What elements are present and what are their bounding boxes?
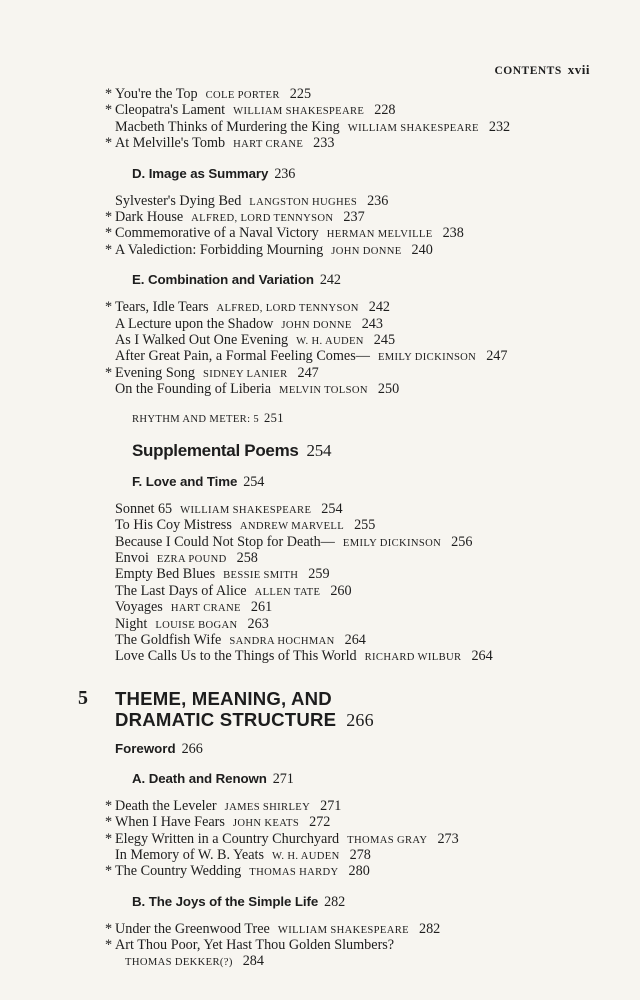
running-head-label: CONTENTS (494, 65, 562, 77)
supplemental-label: Supplemental Poems (132, 440, 299, 460)
toc-entry-title: Dark House (115, 209, 184, 226)
toc-entry-author: HERMAN MELVILLE (326, 229, 433, 241)
section-b-label: B. The Joys of the Simple Life (132, 893, 319, 909)
toc-entry-title: The Goldfish Wife (115, 631, 222, 648)
toc-entry (0, 567, 640, 583)
section-e-label: E. Combination and Variation (132, 272, 314, 288)
star-marker: * (105, 209, 113, 226)
toc-block-3 (0, 300, 640, 398)
rhythm-page: 251 (264, 410, 284, 425)
toc-entry-title: Sylvester's Dying Bed (115, 192, 242, 209)
toc-entry-author: MELVIN TOLSON (279, 385, 368, 397)
toc-entry-page: 264 (471, 648, 493, 665)
toc-entry-page: 259 (308, 566, 330, 583)
toc-entry-title: Empty Bed Blues (115, 566, 216, 583)
toc-entry-title: At Melville's Tomb (115, 135, 226, 152)
star-marker: * (105, 241, 113, 258)
toc-entry-page: 240 (411, 241, 433, 258)
star-marker: * (105, 364, 113, 381)
toc-entry-author: ALFRED, LORD TENNYSON (216, 303, 359, 315)
toc-entry (0, 799, 640, 815)
toc-entry-page: 273 (437, 830, 459, 847)
toc-entry-page: 254 (321, 500, 343, 517)
toc-entry (0, 136, 640, 152)
toc-entry-page: 242 (368, 299, 390, 316)
toc-entry-title: Night (115, 615, 148, 632)
toc-entry (0, 349, 640, 365)
section-b-heading (0, 894, 640, 910)
toc-entry (0, 194, 640, 210)
toc-entry (0, 832, 640, 848)
toc-entry-author: ALFRED, LORD TENNYSON (191, 213, 334, 225)
toc-entry-title: Under the Greenwood Tree (115, 920, 270, 937)
foreword-label: Foreword (115, 740, 176, 756)
star-marker: * (105, 830, 113, 847)
toc-block-1 (0, 87, 640, 153)
toc-entry-title: Evening Song (115, 364, 195, 381)
supplemental-heading (0, 441, 640, 461)
toc-entry-title: The Country Wedding (115, 863, 242, 880)
toc-entry-title: A Valediction: Forbidding Mourning (115, 241, 324, 258)
toc-entry-title: You're the Top (115, 86, 198, 102)
toc-entry-author: JAMES SHIRLEY (224, 801, 311, 813)
toc-content (0, 87, 640, 970)
chapter-page: 266 (346, 709, 374, 730)
section-f-label: F. Love and Time (132, 473, 238, 489)
toc-entry-author: RICHARD WILBUR (364, 652, 462, 664)
toc-entry-page: 245 (373, 332, 396, 349)
toc-entry (0, 366, 640, 382)
supplemental-page: 254 (306, 440, 332, 460)
toc-entry-author: THOMAS HARDY (249, 867, 339, 879)
chapter-heading (0, 688, 640, 731)
toc-entry-page: 256 (451, 533, 473, 550)
toc-entry-author: LOUISE BOGAN (155, 619, 238, 631)
toc-entry-page: 243 (361, 315, 383, 332)
toc-block-4 (0, 502, 640, 666)
toc-entry-title: After Great Pain, a Formal Feeling Comes— (115, 348, 370, 365)
toc-entry (0, 848, 640, 864)
toc-entry-page: 237 (343, 209, 365, 226)
toc-entry-author: W. H. AUDEN (271, 850, 340, 862)
toc-entry (0, 103, 640, 119)
toc-entry-author: JOHN DONNE (331, 245, 402, 257)
toc-entry (0, 317, 640, 333)
toc-entry-page: 232 (488, 118, 511, 135)
toc-entry-page: 238 (442, 225, 464, 242)
toc-entry-title: A Lecture upon the Shadow (115, 315, 274, 332)
toc-entry-page: 280 (348, 863, 370, 880)
toc-entry-title: The Last Days of Alice (115, 582, 247, 599)
toc-entry-title: In Memory of W. B. Yeats (115, 846, 264, 863)
toc-entry (0, 333, 640, 349)
toc-entry (0, 922, 640, 938)
toc-entry (0, 864, 640, 880)
toc-entry-page: 247 (486, 348, 508, 365)
toc-entry-author: JOHN DONNE (281, 319, 352, 331)
section-e-page: 242 (319, 272, 341, 289)
toc-entry-author: EMILY DICKINSON (377, 352, 477, 364)
star-marker: * (105, 797, 113, 814)
toc-entry (0, 600, 640, 616)
toc-entry-title: Macbeth Thinks of Murdering the King (115, 118, 340, 135)
section-a-label: A. Death and Renown (132, 770, 267, 786)
toc-entry-page: 228 (374, 102, 396, 119)
toc-entry-title: When I Have Fears (115, 814, 225, 831)
chapter-title-line-2: DRAMATIC STRUCTURE (115, 708, 337, 730)
toc-entry (0, 815, 640, 831)
toc-entry-author: BESSIE SMITH (223, 570, 299, 582)
foreword-page: 266 (181, 740, 203, 757)
toc-entry (0, 938, 640, 953)
toc-entry (0, 633, 640, 649)
toc-entry-title: Sonnet 65 (115, 500, 173, 517)
toc-entry (0, 535, 640, 551)
toc-entry-title: Tears, Idle Tears (115, 299, 209, 316)
section-a-page: 271 (272, 770, 294, 787)
star-marker: * (105, 299, 113, 316)
toc-entry-author: WILLIAM SHAKESPEARE (347, 122, 479, 134)
toc-entry-author: HART CRANE (170, 603, 241, 615)
toc-entry-author: SIDNEY LANIER (203, 368, 288, 380)
toc-entry-title: Death the Leveler (115, 797, 217, 814)
section-b-page: 282 (324, 893, 346, 910)
rhythm-label: RHYTHM AND METER: 5 (132, 413, 260, 425)
toc-entry-page: 250 (377, 381, 400, 398)
toc-entry-page: 260 (330, 582, 352, 599)
toc-entry-author: EZRA POUND (156, 553, 227, 565)
foreword-entry (0, 740, 640, 758)
star-marker: * (105, 225, 113, 242)
toc-entry-author: THOMAS DEKKER(?) (125, 956, 233, 968)
star-marker: * (105, 863, 113, 880)
toc-entry-author: W. H. AUDEN (296, 336, 364, 348)
toc-entry-page: 233 (313, 135, 335, 152)
toc-entry (0, 120, 640, 136)
toc-entry-author: ALLEN TATE (254, 586, 321, 598)
toc-entry-page: 236 (367, 192, 389, 209)
toc-block-5 (0, 799, 640, 881)
toc-entry-author: WILLIAM SHAKESPEARE (180, 504, 312, 516)
toc-block-2 (0, 194, 640, 260)
toc-entry-page: 284 (242, 952, 264, 969)
star-marker: * (105, 135, 113, 152)
toc-entry-page: 261 (250, 599, 273, 616)
section-a-heading (0, 771, 640, 787)
toc-entry-author: ANDREW MARVELL (239, 521, 345, 533)
toc-entry (0, 87, 640, 103)
star-marker: * (105, 937, 113, 954)
running-head-page: xvii (567, 62, 590, 77)
toc-entry-page: 272 (309, 814, 331, 831)
toc-entry-author: LANGSTON HUGHES (249, 196, 358, 208)
section-d-heading (0, 166, 640, 182)
toc-entry-title: Because I Could Not Stop for Death— (115, 533, 335, 550)
toc-entry-page: 255 (354, 517, 376, 534)
toc-entry-page: 264 (344, 631, 366, 648)
toc-entry-page: 225 (289, 86, 312, 102)
toc-entry (0, 649, 640, 665)
toc-entry (0, 210, 640, 226)
section-d-page: 236 (274, 165, 296, 182)
toc-entry-page: 271 (320, 797, 342, 814)
toc-entry-title: Love Calls Us to the Things of This World (115, 648, 357, 665)
star-marker: * (105, 920, 113, 937)
toc-entry-title: To His Coy Mistress (115, 517, 232, 534)
toc-entry-continuation (0, 954, 640, 970)
toc-entry-page: 247 (297, 364, 319, 381)
toc-entry-author: WILLIAM SHAKESPEARE (233, 106, 365, 118)
toc-entry-title: Envoi (115, 549, 149, 566)
toc-entry-title: Cleopatra's Lament (115, 102, 226, 119)
section-d-label: D. Image as Summary (132, 165, 269, 181)
toc-entry (0, 584, 640, 600)
section-e-heading (0, 272, 640, 288)
toc-entry-page: 282 (418, 920, 441, 937)
toc-block-6 (0, 922, 640, 954)
toc-entry (0, 226, 640, 242)
star-marker: * (105, 814, 113, 831)
star-marker: * (105, 102, 113, 119)
toc-entry-page: 263 (247, 615, 269, 632)
toc-entry-title: Elegy Written in a Country Churchyard (115, 830, 340, 847)
toc-entry-title: Commemorative of a Naval Victory (115, 225, 319, 242)
running-head (494, 62, 590, 78)
toc-entry-author: COLE PORTER (205, 90, 280, 101)
toc-entry (0, 551, 640, 567)
toc-entry-title: On the Founding of Liberia (115, 381, 272, 398)
toc-entry-author: HART CRANE (233, 139, 304, 151)
toc-entry (0, 243, 640, 259)
toc-entry-title: Art Thou Poor, Yet Hast Thou Golden Slumbers? (115, 937, 395, 954)
toc-entry-author: THOMAS GRAY (347, 834, 428, 846)
rhythm-meter-entry (0, 411, 640, 427)
toc-entry-title: Voyages (115, 599, 163, 616)
toc-entry (0, 382, 640, 398)
toc-entry (0, 617, 640, 633)
toc-entry-title: As I Walked Out One Evening (115, 332, 289, 349)
chapter-number: 5 (78, 686, 89, 709)
toc-entry-author: SANDRA HOCHMAN (229, 635, 335, 647)
toc-entry-author: WILLIAM SHAKESPEARE (277, 924, 409, 936)
toc-entry-page: 278 (349, 846, 371, 863)
toc-entry-author: EMILY DICKINSON (342, 537, 442, 549)
star-marker: * (105, 86, 113, 102)
section-f-page: 254 (243, 473, 265, 490)
section-f-heading (0, 474, 640, 490)
toc-entry (0, 502, 640, 518)
toc-entry-author: JOHN KEATS (232, 818, 300, 830)
toc-entry-page: 258 (236, 549, 258, 566)
toc-entry (0, 300, 640, 316)
toc-entry (0, 518, 640, 534)
chapter-title-line-1: THEME, MEANING, AND (115, 687, 332, 709)
